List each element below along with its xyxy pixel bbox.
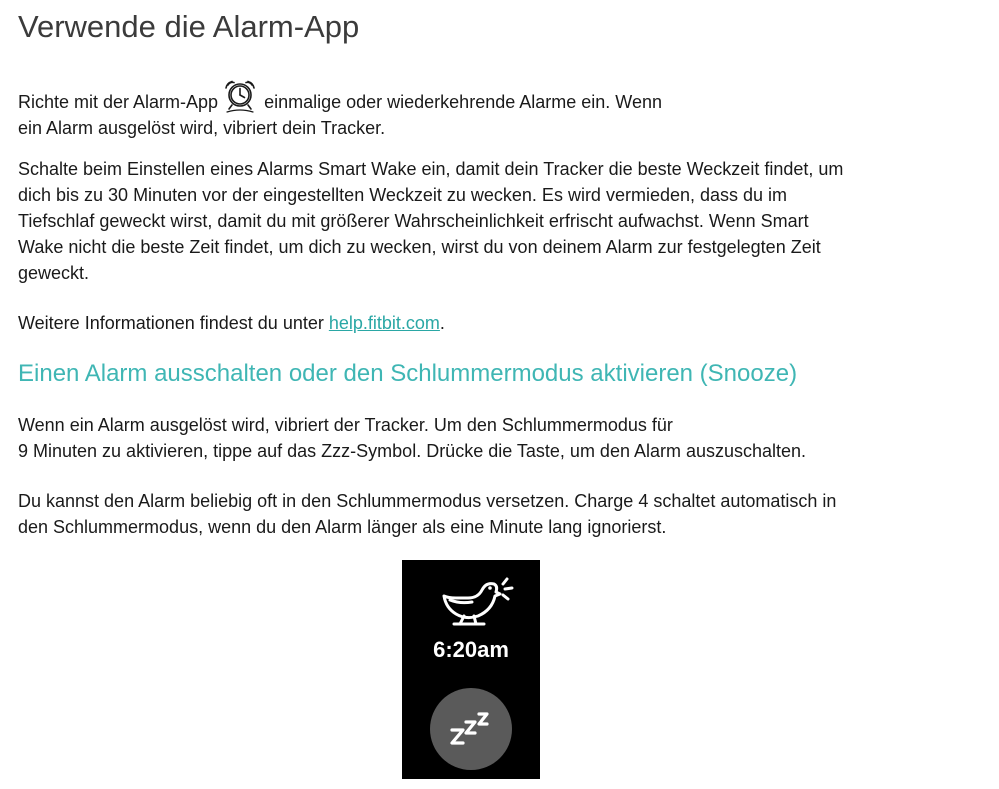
zzz-snooze-icon bbox=[430, 688, 512, 770]
intro-text-after-icon: einmalige oder wiederkehrende Alarme ein. Wenn bbox=[264, 92, 662, 112]
smart-wake-line: geweckt. bbox=[18, 263, 90, 283]
smart-wake-line: Wake nicht die beste Zeit findet, um dich zu wecken, wirst du von deinem Alarm zur festgelegten Zeit bbox=[18, 237, 821, 257]
smart-wake-line: Tiefschlaf geweckt wirst, damit du mit größerer Wahrscheinlichkeit erfrischt aufwachst. Wenn Smart bbox=[18, 211, 809, 231]
bird-alarm-icon bbox=[438, 576, 518, 628]
repeat-line: den Schlummermodus, wenn du den Alarm länger als eine Minute lang ignorierst. bbox=[18, 517, 667, 537]
snooze-line: 9 Minuten zu aktivieren, tippe auf das Zzz-Symbol. Drücke die Taste, um den Alarm auszuschalten. bbox=[18, 441, 807, 461]
alarm-clock-icon bbox=[220, 80, 260, 114]
snooze-paragraph bbox=[18, 412, 918, 464]
snooze-button[interactable] bbox=[430, 688, 512, 770]
more-info-paragraph bbox=[18, 310, 918, 336]
smart-wake-line: Schalte beim Einstellen eines Alarms Smart Wake ein, damit dein Tracker die beste Weckzeit findet, um bbox=[18, 159, 844, 179]
smart-wake-line: dich bis zu 30 Minuten vor der eingestellten Weckzeit zu wecken. Es wird vermieden, dass du im bbox=[18, 185, 788, 205]
intro-line-1 bbox=[18, 80, 778, 115]
more-info-period: . bbox=[439, 313, 445, 333]
intro-line-2: ein Alarm ausgelöst wird, vibriert dein Tracker. bbox=[18, 118, 386, 138]
repeat-snooze-paragraph bbox=[18, 488, 918, 540]
smart-wake-paragraph bbox=[18, 156, 933, 286]
repeat-line: Du kannst den Alarm beliebig oft in den Schlummermodus versetzen. Charge 4 schaltet automatisch in bbox=[18, 491, 837, 511]
snooze-line: Wenn ein Alarm ausgelöst wird, vibriert der Tracker. Um den Schlummermodus für bbox=[18, 415, 673, 435]
tracker-screen bbox=[402, 560, 540, 779]
help-fitbit-link[interactable]: help.fitbit.com bbox=[328, 313, 440, 333]
more-info-text: Weitere Informationen findest du unter bbox=[18, 313, 324, 333]
alarm-time: 6:20am bbox=[433, 637, 509, 662]
intro-text-before-icon: Richte mit der Alarm-App bbox=[18, 92, 219, 112]
section-subtitle: Einen Alarm ausschalten oder den Schlummermodus aktivieren (Snooze) bbox=[18, 360, 798, 387]
intro-paragraph bbox=[18, 80, 778, 141]
page-title: Verwende die Alarm-App bbox=[18, 9, 360, 44]
